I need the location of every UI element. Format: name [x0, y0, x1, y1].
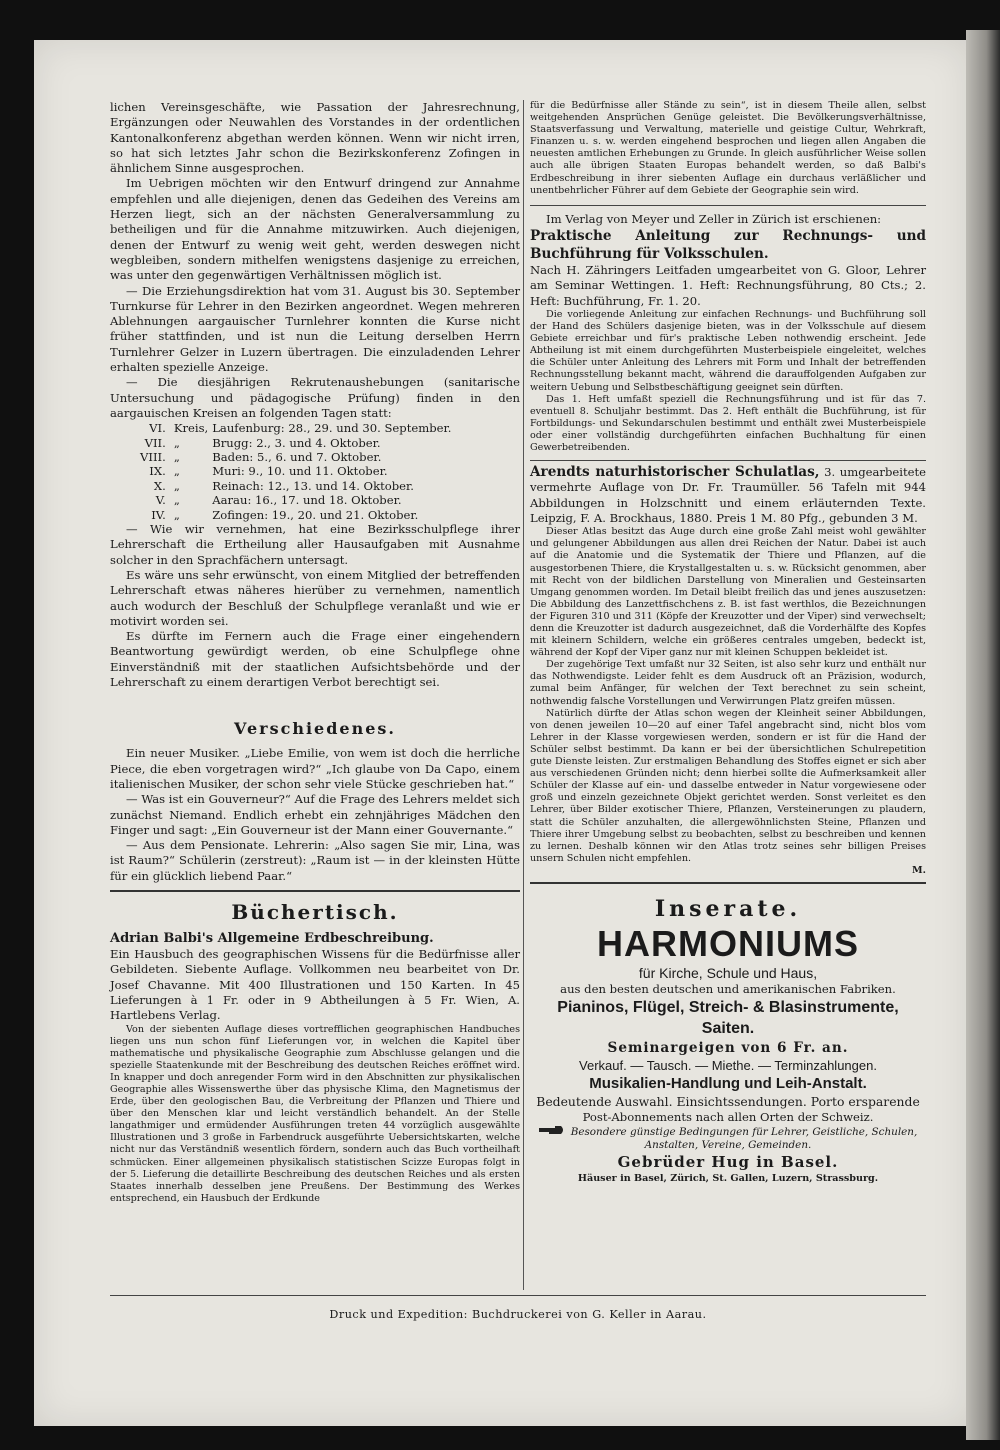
ad-line: für Kirche, Schule und Haus,: [638, 964, 818, 981]
recruit-schedule-table: [140, 421, 455, 522]
book-review: Von der siebenten Auflage dieses vortrefflichen geographischen Handbuches liegen uns nun schon fünf Lieferungen vor, in welchen die Kapitel über mathematische und physikalische Geographie zum Abschlusse gelangen und die spezielle Staatenkunde mit der Beschreibung des deutschen Reiches eröffnet wird. In knapper und doch anregender Form wird in den Abschnitten zur physikalischen Geographie alles Wissenswerthe über das physische Klima, den Magnetismus der Erde, über den geologischen Bau, die Verbreitung der Pflanzen und Thiere und über den Menschen klar und leicht verständlich behandelt. An der Stelle langathmiger und ermüdender Ausführungen treten 44 vorzüglich ausgewählte Illustrationen und 3 große in Farbendruck ausgeführte Uebersichtskarten, welche nicht nur das Verständniß wesentlich fördern, sondern auch das Buch vortheilhaft schmücken. Einer allgemeinen physikalisch statistischen Scizze Europas folgt in der 5. Lieferung die detaillirte Beschreibung des deutschen Reiches und als ersten Staates innerhalb desselben jene Preußens. Der Bestimmung des Werkes entsprechend, ein Hausbuch der Erdkunde: [110, 1023, 520, 1204]
schedule-kreis: VII.: [144, 435, 166, 450]
schedule-place: Muri: 9., 10. und 11. Oktober.: [212, 464, 388, 479]
article-paragraph: — Wie wir vernehmen, hat eine Bezirksschulpflege ihrer Lehrerschaft die Ertheilung aller Hausaufgaben mit Ausnahme solcher in den Sprachfächern untersagt.: [110, 522, 520, 567]
ad-line: Pianinos, Flügel, Streich- & Blasinstrumente, Saiten.: [557, 998, 899, 1037]
article-paragraph: lichen Vereinsgeschäfte, wie Passation der Jahresrechnung, Ergänzungen oder Neuwahlen des Vorstandes in der ordentlichen Kantonalkonferenz abgethan werden können. Wenn wir nicht irren, so hat sich letztes Jahr schon die Bezirkskonferenz Zofingen in ähnlichem Sinne ausgesprochen.: [110, 100, 520, 176]
ads-heading: Inserate.: [654, 895, 802, 922]
right-column: [530, 100, 926, 1185]
schedule-mark: „: [173, 450, 180, 465]
book-review: Dieser Atlas besitzt das Auge durch eine große Zahl meist wohl gewählter und gelungener Abbildungen aus allen drei Reichen der Natur. Dabei ist auch auf die Anatomie und die Systematik der Thiere und Pflanzen, auf die ausgestorbenen Thiere, die Krystallgestalten u. s. w. Rücksicht genommen, aber mit Recht von der bildlichen Darstellung von Mineralien und Gesteinsarten Umgang genommen worden. Im Detail bleibt freilich das und jenes auszusetzen: Die Abbildung des Lanzettfischchens z. B. ist fast werthlos, die Bezeichnungen der Figuren 310 und 311 (Köpfe der Kreuzotter und der Viper) sind verwechselt; denn die Kreuzotter ist dadurch ausgezeichnet, daß die Vorderhälfte des Kopfes mit kleinern Schildern, welche ein größeres centrales umgeben, bedeckt ist, während der Kopf der Viper ganz nur mit kleinen Schuppen bekleidet ist.: [530, 526, 926, 659]
book-review: Das 1. Heft umfaßt speziell die Rechnungsführung und ist für das 7. eventuell 8. Schuljahr bestimmt. Das 2. Heft enthält die Buchführung, ist für Fortbildungs- und Sekundarschulen bestimmt und enthält zwei Musterbeispiele oder einer vollständig durchgeführten einfachen Buchhaltung für einen Gewerbetreibenden.: [530, 393, 926, 453]
ad-line: Post-Abonnements nach allen Orten der Schweiz.: [582, 1109, 874, 1124]
section-divider: [530, 460, 926, 461]
schedule-place: Brugg: 2., 3. und 4. Oktober.: [212, 435, 381, 450]
schedule-place: Aarau: 16., 17. und 18. Oktober.: [212, 493, 402, 508]
schedule-place: Zofingen: 19., 20. und 21. Oktober.: [212, 507, 419, 522]
schedule-row: [140, 421, 455, 435]
article-paragraph: — Die diesjährigen Rekrutenaushebungen (sanitarische Untersuchung und pädagogische Prüfung) finden in den aargauischen Kreisen an folgenden Tagen statt:: [110, 375, 520, 420]
next-page-edge: [966, 30, 1000, 1440]
schedule-kreis: IX.: [149, 464, 166, 479]
anecdote: — Aus dem Pensionate. Lehrerin: „Also sagen Sie mir, Lina, was ist Raum?“ Schülerin (zerstreut): „Raum ist — in der kleinsten Hütte für ein glücklich liebend Paar.“: [110, 838, 520, 883]
ad-line: Gebrüder Hug in Basel.: [617, 1152, 839, 1171]
reviewer-signature: M.: [912, 864, 926, 876]
schedule-mark: „: [173, 507, 180, 522]
schedule-kreis: IV.: [151, 507, 166, 522]
ad-line: Besondere günstige Bedingungen für Lehrer, Geistliche, Schulen, Anstalten, Vereine, Gemeinden.: [570, 1125, 918, 1151]
ad-line: aus den besten deutschen und amerikanischen Fabriken.: [560, 981, 896, 996]
schedule-mark: „: [173, 435, 180, 450]
book-description: 3. umgearbeitete vermehrte Auflage von Dr. Fr. Traumüller. 56 Tafeln mit 944 Abbildungen in Holzschnitt und einem erläuternden Texte. Leipzig, F. A. Brockhaus, 1880. Preis 1 M. 80 Pfg., gebunden 3 M.: [530, 465, 926, 525]
ad-title: HARMONIUMS: [597, 922, 859, 964]
harmonium-advertisement: [530, 924, 926, 1185]
schedule-row: [140, 436, 455, 450]
book-review: Natürlich dürfte der Atlas schon wegen der Kleinheit seiner Abbildungen, von denen jeweilen 10—20 auf einer Tafel angebracht sind, nicht blos vom Lehrer in der Klasse vorgewiesen werden, sondern er ist für die Hand der Schüler selbst bestimmt. Da kann er bei der übersichtlichen Schulrepetition gute Dienste leisten. Zur erstmaligen Behandlung des Stoffes eignet er sich aber aus verschiedenen Gründen nicht; denn hierbei sollte die Aufmerksamkeit aller Schüler der Klasse auf ein- und dasselbe entweder in Natur vorgewiesene oder groß und einzeln gezeichnete Objekt gerichtet werden. Sonst verleitet es den Lehrer, über Bilder exotischer Thiere, Pflanzen, Versteinerungen zu plaudern, statt die Schüler anzuhalten, die allergewöhnlichsten Steine, Pflanzen und Thiere ihrer Umgebung selbst zu beobachten, selbst zu beschreiben und kennen zu lernen. Deshalb können wir den Atlas trotz seines sehr billigen Preises unsern Schulen nicht empfehlen.: [530, 707, 926, 864]
schedule-row: [140, 464, 455, 478]
ad-line: Musikalien-Handlung und Leih-Anstalt.: [589, 1074, 867, 1092]
schedule-mark: „: [173, 478, 180, 493]
book-review: Die vorliegende Anleitung zur einfachen Rechnungs- und Buchführung soll der Hand des Schülers dasjenige bieten, was in der Volksschule auf diesem Gebiete erreichbar und für's praktische Leben nothwendig erscheint. Jede Abtheilung ist mit einem durchgeführten Musterbeispiele eingeleitet, welches die Schüler unter Anleitung des Lehrers mit Form und Inhalt der betreffenden Rechnungsstellung bekannt macht, während die darauffolgenden Aufgaben zur weitern Uebung und Selbstbeschäftigung geeignet sein dürften.: [530, 308, 926, 393]
footer-rule: [110, 1295, 926, 1296]
schedule-row: [140, 493, 455, 507]
article-paragraph: Es wäre uns sehr erwünscht, von einem Mitglied der betreffenden Lehrerschaft etwas näheres hierüber zu vernehmen, namentlich auch wodurch der Beschluß der Schulpflege veranlaßt und wie er motivirt worden sei.: [110, 567, 520, 628]
schedule-mark: „: [173, 493, 180, 508]
schedule-kreis: X.: [153, 478, 166, 493]
book-description: Nach H. Zähringers Leitfaden umgearbeitet von G. Gloor, Lehrer am Seminar Wettingen. 1. Heft: Rechnungsführung, 80 Cts.; 2. Heft: Buchführung, Fr. 1. 20.: [530, 263, 926, 308]
section-divider: [530, 205, 926, 206]
publisher-notice: Im Verlag von Meyer und Zeller in Zürich ist erschienen:: [546, 211, 882, 226]
schedule-kreis: V.: [155, 493, 166, 508]
ad-line: Seminargeigen von 6 Fr. an.: [607, 1039, 849, 1056]
misc-heading: Verschiedenes.: [234, 719, 396, 739]
schedule-kreis: VI.: [149, 421, 166, 436]
schedule-row: [140, 508, 455, 522]
column-rule: [523, 100, 524, 1290]
book-title: Arendts naturhistorischer Schulatlas,: [530, 464, 820, 481]
book-review: Der zugehörige Text umfaßt nur 32 Seiten, ist also sehr kurz und enthält nur das Nothwendigste. Leider fehlt es dem Ausdruck oft an Präzision, wodurch, zumal beim Anfänger, für welchen der Text berechnet zu sein scheint, nothwendig falsche Vorstellungen und Verwirrungen Platz greifen müssen.: [530, 659, 926, 707]
book-review-continued: für die Bedürfnisse aller Stände zu sein“, ist in diesem Theile allen, selbst weitgehenden Ansprüchen Genüge geleistet. Die Bevölkerungsverhältnisse, Staatsverfassung und Verwaltung, materielle und geistige Cultur, Wehrkraft, Finanzen u. s. w. werden eingehend besprochen und liegen allen Angaben die neuesten amtlichen Erhebungen zu Grunde. In gleich ausführlicher Weise sollen auch alle übrigen Staaten Europas behandelt werden, so daß Balbi's Erdbeschreibung in ihrer siebenten Auflage ein durchaus verläßlicher und unentbehrlicher Führer auf dem Gebiete der Geographie sein wird.: [530, 100, 926, 196]
ad-line: Verkauf. — Tausch. — Miethe. — Terminzahlungen.: [579, 1057, 877, 1073]
schedule-row: [140, 450, 455, 464]
schedule-place: Reinach: 12., 13. und 14. Oktober.: [212, 478, 414, 493]
section-divider: [110, 890, 520, 892]
books-heading: Büchertisch.: [231, 900, 399, 925]
schedule-kreis: VIII.: [140, 450, 166, 465]
article-paragraph: Es dürfte im Fernern auch die Frage einer eingehendern Beantwortung gewürdigt werden, ob eine Schulpflege ohne Einverständniß mit der staatlichen Aufsichtsbehörde und der Lehrerschaft zu einem derartigen Verbot berechtigt sei.: [110, 629, 520, 690]
schedule-mark: „: [173, 464, 180, 479]
printer-imprint: Druck und Expedition: Buchdruckerei von G. Keller in Aarau.: [329, 1308, 707, 1321]
article-paragraph: — Die Erziehungsdirektion hat vom 31. August bis 30. September Turnkurse für Lehrer in den Bezirken angeordnet. Wegen mehreren Ablehnungen aargauischer Turnlehrer konnten die Kurse nicht früher stattfinden, und ist nun die Leitung derselben Herrn Turnlehrer Gelzer in Luzern übertragen. Die einzuladenden Lehrer erhalten spezielle Anzeige.: [110, 283, 520, 375]
anecdote: Ein neuer Musiker. „Liebe Emilie, von wem ist doch die herrliche Piece, die eben vorgetragen wird?“ „Ich glaube von Da Capo, einem italienischen Musiker, der schon sehr viele Stücke geschrieben hat.“: [110, 746, 520, 791]
schedule-place: Baden: 5., 6. und 7. Oktober.: [212, 450, 382, 465]
book-description: Ein Hausbuch des geographischen Wissens für die Bedürfnisse aller Gebildeten. Siebente Auflage. Vollkommen neu bearbeitet von Dr. Josef Chavanne. Mit 400 Illustrationen und 150 Karten. In 45 Lieferungen à 1 Fr. oder in 9 Abtheilungen à 5 Fr. Wien, A. Hartlebens Verlag.: [110, 947, 520, 1023]
schedule-place: Laufenburg: 28., 29. und 30. September.: [212, 421, 452, 436]
ad-line: Häuser in Basel, Zürich, St. Gallen, Luzern, Strassburg.: [577, 1172, 879, 1184]
book-title: Praktische Anleitung zur Rechnungs- und Buchführung für Volksschulen.: [530, 228, 926, 263]
ad-line: Bedeutende Auswahl. Einsichtssendungen. Porto ersparende: [536, 1093, 920, 1109]
schedule-mark: Kreis,: [173, 421, 209, 436]
left-column: [110, 100, 520, 1205]
pointing-hand-icon: [539, 1125, 565, 1139]
anecdote: — Was ist ein Gouverneur?“ Auf die Frage des Lehrers meldet sich zunächst Niemand. Endlich erhebt ein zehnjähriges Mädchen den Finger und sagt: „Ein Gouverneur ist der Mann einer Gouvernante.“: [110, 792, 520, 837]
article-paragraph: Im Uebrigen möchten wir den Entwurf dringend zur Annahme empfehlen und alle diejenigen, denen das Gedeihen des Vereins am Herzen liegt, sich an der nächsten Generalversammlung zu betheiligen und für die Annahme mitzuwirken. Auch diejenigen, denen der Entwurf zu wenig weit geht, werden deswegen nicht wegbleiben, sondern mithelfen wenigstens dasjenige zu erreichen, was unter den gegenwärtigen Verhältnissen möglich ist.: [110, 176, 520, 283]
book-title: Adrian Balbi's Allgemeine Erdbeschreibung.: [110, 931, 434, 947]
section-divider: [530, 882, 926, 884]
schedule-row: [140, 479, 455, 493]
